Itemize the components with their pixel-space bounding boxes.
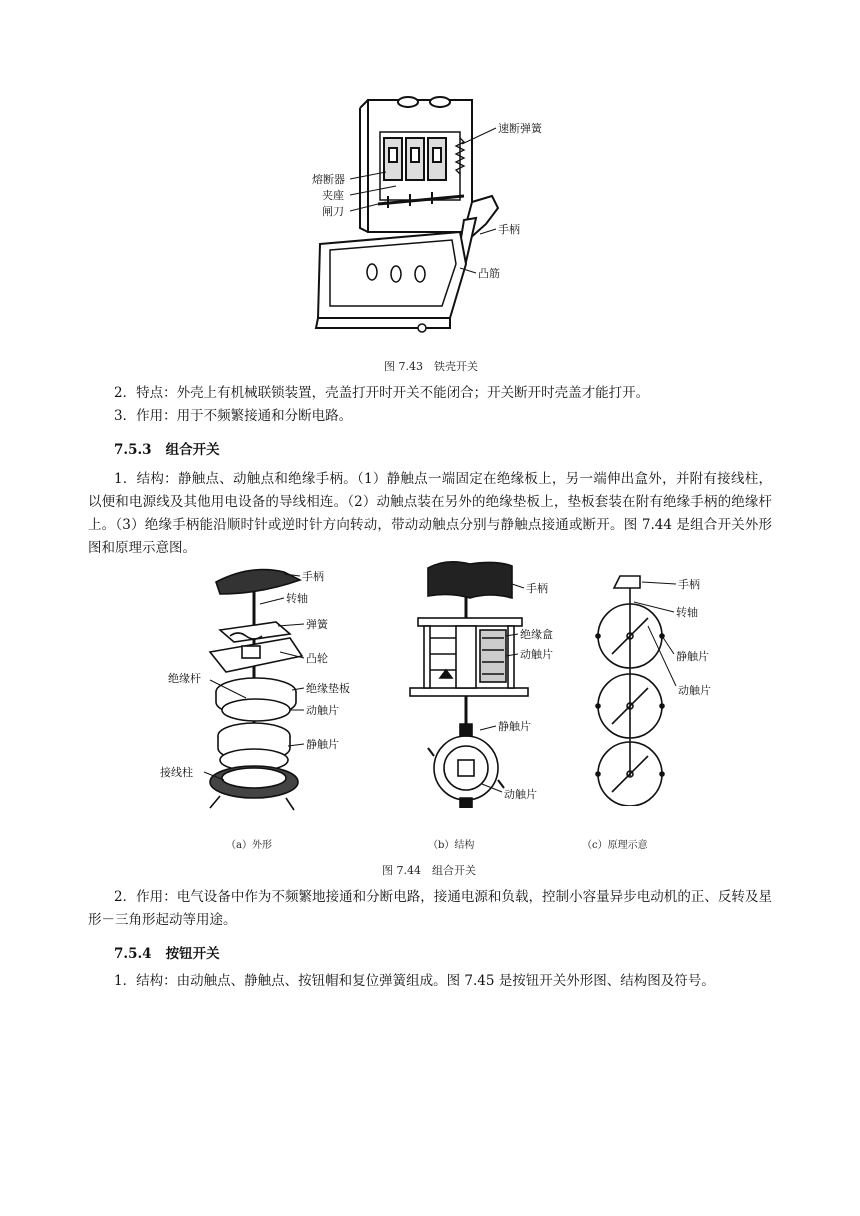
label-fuse: 熔断器: [312, 173, 345, 186]
figure-7-44a-exterior: [150, 560, 380, 820]
label-cam-rib: 凸筋: [478, 267, 500, 280]
subfigure-b-caption: （b）结构: [428, 840, 475, 851]
subfigure-a-caption: （a）外形: [226, 840, 272, 851]
figure-7-44c-principle: [590, 566, 750, 806]
open-lid: [316, 232, 466, 332]
c-label-handle: 手柄: [678, 578, 700, 591]
a-label-handle: 手柄: [302, 570, 324, 583]
label-clip: 夹座: [322, 189, 344, 202]
c-label-moving-contact: 动触片: [678, 684, 711, 697]
subfigure-c-caption: （c）原理示意: [582, 840, 648, 851]
b-label-moving-contact: 动触片: [520, 648, 553, 661]
figure-7-44b-structure: [400, 558, 570, 808]
switch-box: [360, 97, 472, 232]
section-number: 7.5.4: [114, 946, 152, 962]
b-label-moving-contact-2: 动触片: [504, 788, 537, 801]
a-label-terminal: 接线柱: [160, 766, 193, 779]
label-blade: 闸刀: [322, 205, 344, 218]
b-label-insulating-box: 绝缘盒: [520, 628, 553, 641]
paragraph-structure: 1．结构：静触点、动触点和绝缘手柄。（1）静触点一端固定在绝缘板上，另一端伸出盒外，并附有接线柱，以便和电源线及其他用电设备的导线相连。（2）动触点装在另外的绝缘垫板上，垫板套装在附有绝缘手柄的绝缘杆上。（3）绝缘手柄能沿顺时针或逆时针方向转动，带动动触点分别与静触点接通或断开。图 7.44 是组合开关外形图和原理示意图。: [88, 471, 772, 556]
figure-7-43-caption: 图 7.43 铁壳开关: [384, 360, 478, 373]
label-handle: 手柄: [498, 223, 520, 236]
section-title: 组合开关: [165, 442, 220, 458]
a-label-shaft: 转轴: [286, 592, 308, 605]
a-label-insulating-rod: 绝缘杆: [168, 672, 201, 685]
paragraph-button-structure: 1．结构：由动触点、静触点、按钮帽和复位弹簧组成。图 7.45 是按钮开关外形图、结构图及符号。: [114, 973, 715, 989]
label-quick-break-spring: 速断弹簧: [498, 122, 542, 135]
handle-shape: [428, 562, 512, 598]
a-label-insulating-pad: 绝缘垫板: [306, 682, 350, 695]
section-title: 按钮开关: [165, 946, 220, 962]
paragraph-features: 2．特点：外壳上有机械联锁装置，壳盖打开时开关不能闭合；开关断开时壳盖才能打开。: [114, 385, 650, 401]
b-label-static-contact: 静触片: [498, 720, 531, 733]
paragraph-function: 3．作用：用于不频繁接通和分断电路。: [114, 408, 353, 424]
b-label-handle: 手柄: [526, 582, 548, 595]
a-label-static-contact: 静触片: [306, 738, 339, 751]
figure-7-44-caption: 图 7.44 组合开关: [382, 864, 476, 877]
handle-shape: [614, 576, 640, 588]
handle-shape: [216, 570, 300, 594]
paragraph-usage: 2．作用：电气设备中作为不频繁地接通和分断电路，接通电源和负载，控制小容量异步电动机的正、反转及星形－三角形起动等用途。: [88, 889, 772, 928]
c-label-static-contact: 静触片: [676, 650, 709, 663]
figure-7-43-iron-case-switch: [300, 92, 570, 342]
a-label-moving-contact: 动触片: [306, 704, 339, 717]
section-heading-7-5-3: [114, 438, 220, 458]
a-label-spring: 弹簧: [306, 618, 328, 631]
section-number: 7.5.3: [114, 442, 152, 458]
a-label-cam: 凸轮: [306, 652, 328, 665]
section-heading-7-5-4: [114, 942, 220, 962]
c-label-shaft: 转轴: [676, 606, 698, 619]
